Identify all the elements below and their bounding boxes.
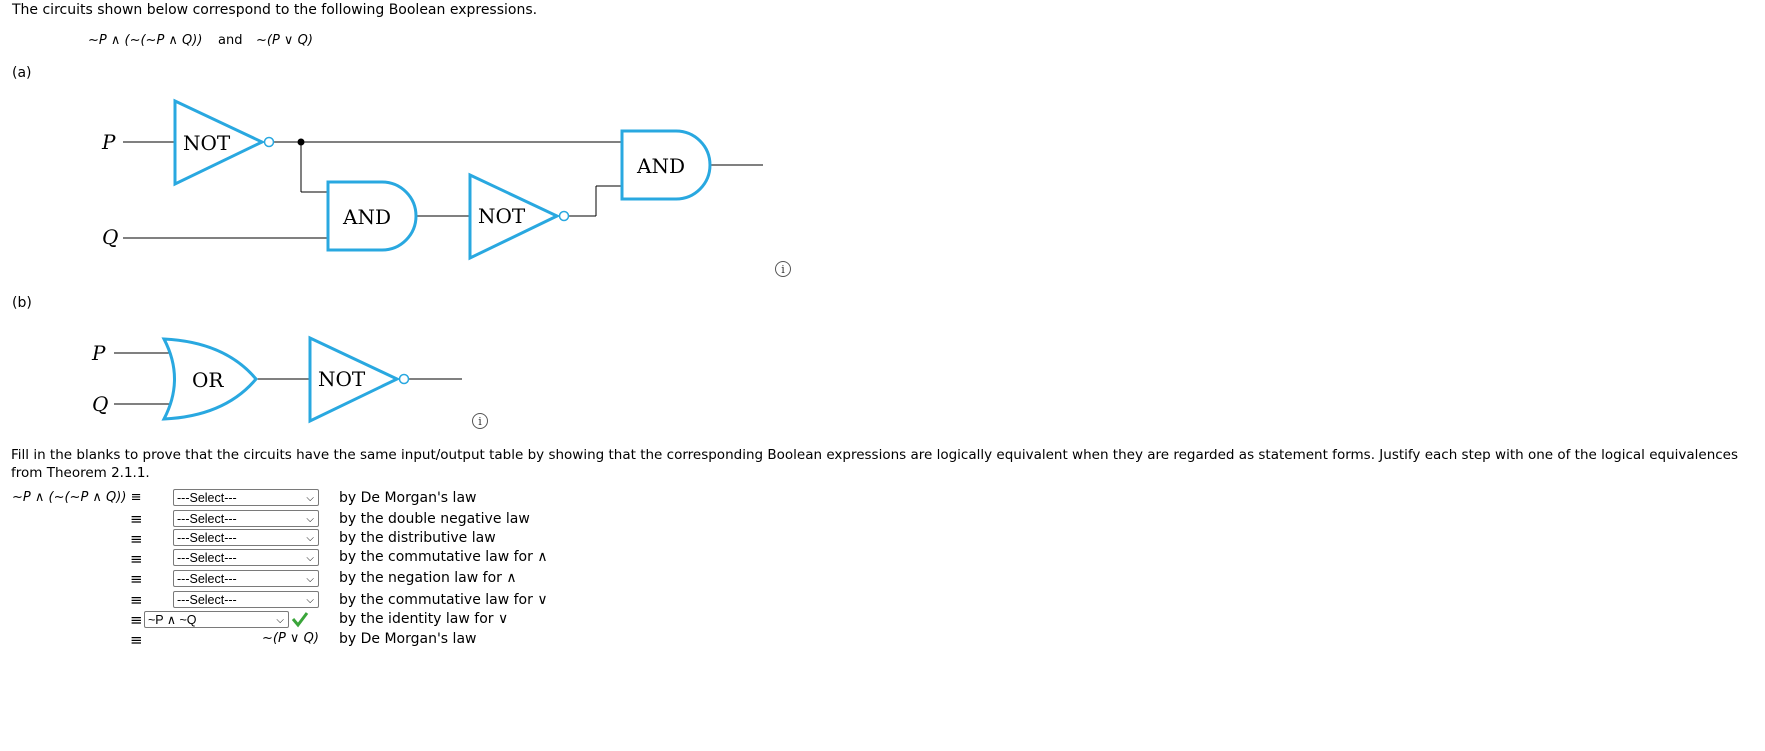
chevron-down-icon: ⌵ (306, 595, 314, 606)
chevron-down-icon: ⌵ (306, 574, 314, 585)
select-value: ~P ∧ ~Q (148, 613, 197, 627)
check-icon (293, 613, 307, 625)
justification-5: by the negation law for ∧ (339, 570, 517, 586)
justification-3: by the distributive law (339, 530, 496, 546)
chevron-down-icon: ⌵ (306, 553, 314, 564)
justification-7: by the identity law for ∨ (339, 611, 509, 627)
b-input-q: Q (92, 392, 109, 416)
a-input-q: Q (102, 225, 119, 249)
a-and-label-1: AND (343, 205, 391, 229)
equiv-symbol: ≡ (130, 591, 143, 609)
equiv-symbol: ≡ (130, 550, 143, 568)
step-2-select[interactable] (173, 510, 319, 527)
select-value: ---Select--- (177, 572, 237, 586)
step-1-select[interactable] (173, 489, 319, 506)
proof-final-expression: ~(P ∨ Q) (262, 631, 319, 646)
junction-dot (298, 139, 305, 146)
equiv-symbol: ≡ (130, 530, 143, 548)
b-input-p: P (92, 341, 106, 365)
chevron-down-icon: ⌵ (276, 615, 284, 626)
equiv-symbol: ≡ (130, 611, 143, 629)
justification-6: by the commutative law for ∨ (339, 592, 548, 608)
a-not-label-1: NOT (183, 131, 231, 155)
step-7-select[interactable] (144, 611, 289, 628)
step-6-select[interactable] (173, 591, 319, 608)
and-word: and (218, 33, 243, 48)
a-and-label-2: AND (637, 154, 685, 178)
info-icon-a[interactable]: i (775, 261, 791, 277)
justification-4: by the commutative law for ∧ (339, 549, 548, 565)
chevron-down-icon: ⌵ (306, 514, 314, 525)
part-b-label: (b) (12, 295, 32, 311)
justification-8: by De Morgan's law (339, 631, 477, 647)
step-4-select[interactable] (173, 549, 319, 566)
equiv-symbol: ≡ (130, 631, 143, 649)
equiv-symbol: ≡ (130, 510, 143, 528)
step-3-select[interactable] (173, 529, 319, 546)
a-not-label-2: NOT (478, 204, 526, 228)
intro-text: The circuits shown below correspond to the following Boolean expressions. (12, 2, 538, 18)
b-or-label: OR (192, 368, 224, 392)
select-value: ---Select--- (177, 491, 237, 505)
chevron-down-icon: ⌵ (306, 533, 314, 544)
proof-start-expression: ~P ∧ (~(~P ∧ Q)) ≡ (12, 490, 142, 505)
expression-1: ~P ∧ (~(~P ∧ Q)) (88, 33, 203, 48)
expression-2: ~(P ∨ Q) (256, 33, 313, 48)
justification-2: by the double negative law (339, 511, 530, 527)
b-not-label: NOT (318, 367, 366, 391)
step-5-select[interactable] (173, 570, 319, 587)
equiv-symbol: ≡ (130, 570, 143, 588)
info-icon-b[interactable]: i (472, 413, 488, 429)
part-a-label: (a) (12, 65, 32, 81)
select-value: ---Select--- (177, 593, 237, 607)
instructions-text: Fill in the blanks to prove that the circuits have the same input/output table by showing that the corresponding Boolean expressions are logically equivalent when they are regarded as statement forms. Justify each step with one of the logical equivalences from Theorem 2.1.1. (11, 447, 1739, 481)
select-value: ---Select--- (177, 551, 237, 565)
select-value: ---Select--- (177, 512, 237, 526)
a-input-p: P (102, 130, 116, 154)
select-value: ---Select--- (177, 531, 237, 545)
justification-1: by De Morgan's law (339, 490, 477, 506)
chevron-down-icon: ⌵ (306, 493, 314, 504)
